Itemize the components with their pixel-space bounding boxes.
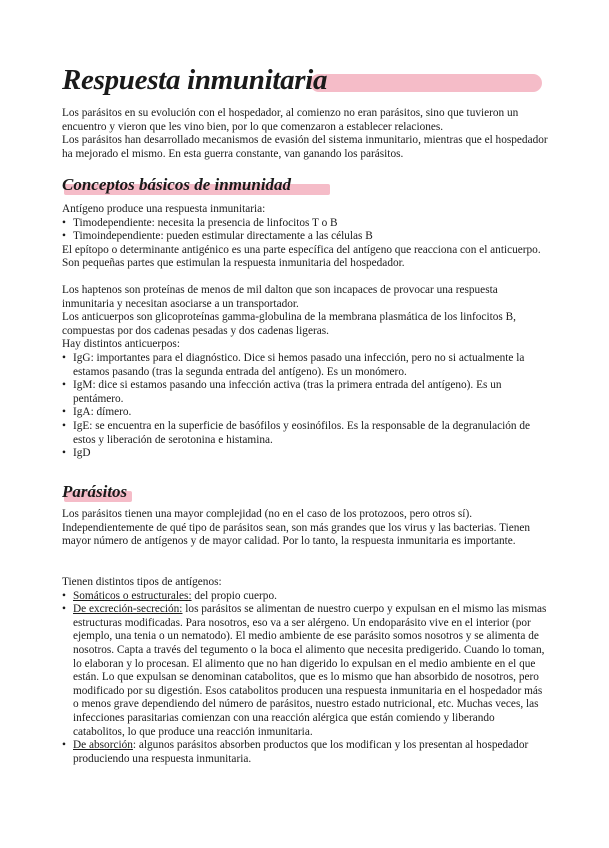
antigen-term: Somáticos o estructurales: bbox=[73, 589, 192, 602]
list-item: • Timoindependiente: pueden estimular directamente a las células B bbox=[62, 230, 548, 244]
list-item: • IgG: importantes para el diagnóstico. Dice si hemos pasado una infección, pero no si actualmente la estamos pasando (tras la segunda entrada del antígeno). Es un monómero. bbox=[62, 352, 548, 379]
title-row bbox=[62, 64, 542, 104]
list-item bbox=[62, 590, 548, 604]
title-highlight-bar bbox=[310, 74, 542, 92]
antigen-intro: Antígeno produce una respuesta inmunitaria: bbox=[62, 203, 266, 215]
list-item: • Timodependiente: necesita la presencia de linfocitos T o B bbox=[62, 217, 548, 231]
epitope-paragraph: El epítopo o determinante antigénico es una parte específica del antígeno que reacciona con el anticuerpo. Son pequeñas partes que estimulan la respuesta inmunitaria del hospedador. bbox=[62, 243, 541, 270]
list-item: • IgA: dímero. bbox=[62, 406, 548, 420]
intro-block bbox=[62, 107, 548, 161]
section1-heading: Conceptos básicos de inmunidad bbox=[62, 175, 292, 194]
list-item: • IgD bbox=[62, 447, 548, 461]
antigen-term: De absorción bbox=[73, 739, 133, 752]
list-item: • IgM: dice si estamos pasando una infección activa (tras la primera entrada del antígeno). Es un pentámero. bbox=[62, 379, 548, 406]
antigen-desc: : algunos parásitos absorben productos que los modifican y los presentan al hospedador produciendo una respuesta inmunitaria. bbox=[73, 739, 529, 765]
page-title: Respuesta inmunitaria bbox=[62, 64, 328, 96]
antigen-desc: del propio cuerpo. bbox=[191, 589, 277, 602]
antibody-type-list bbox=[62, 352, 548, 461]
antigen-term: De excreción-secreción: bbox=[73, 603, 183, 616]
haptens-paragraph: Los haptenos son proteínas de menos de mil dalton que son incapaces de provocar una respuesta inmunitaria y necesitan asociarse a un transportador. bbox=[62, 284, 498, 310]
section2-paragraph-block bbox=[62, 508, 548, 549]
intro-paragraph-2: Los parásitos han desarrollado mecanismos de evasión del sistema inmunitario, mientras que el hospedador ha mejorado el mismo. En esta guerra constante, van ganando los parásitos. bbox=[62, 134, 548, 160]
parasites-paragraph: Los parásitos tienen una mayor complejidad (no en el caso de los protozoos, pero otros sí). Independientemente de qué tipo de parásitos sean, son más grandes que los virus y las bacterias. Tienen mayor número de antígenos y de mayor calidad. Por lo tanto, la respuesta inmunitaria es importante. bbox=[62, 508, 531, 548]
antigen-type-list bbox=[62, 217, 548, 244]
antibody-intro: Hay distintos anticuerpos: bbox=[62, 338, 180, 351]
parasite-antigen-intro: Tienen distintos tipos de antígenos: bbox=[62, 576, 222, 588]
intro-paragraph-1: Los parásitos en su evolución con el hospedador, al comienzo no eran parásitos, sino que tuvieron un encuentro y vieron que les vino bien, por lo que comenzaron a establecer relaciones. bbox=[62, 107, 519, 133]
section1-block-b bbox=[62, 284, 548, 461]
section1-block-a bbox=[62, 203, 548, 271]
antigen-desc: los parásitos se alimentan de nuestro cuerpo y expulsan en el mismo las mismas estructuras modificadas. Para nosotros, eso va a ser alérgeno. Un endoparásito vive en el interior (por ejemplo, una tenia o un nematodo). El medio ambiente de ese parásito somos nosotros y se alimenta de nosotros. Capta a través del tegumento o la boca el alimento que necesita predigerido. Cuando lo toman, lo elaboran y lo procesan. El alimento que no han digerido lo expulsan en el medio ambiente en el que están. Lo que expulsan se denominan catabolitos, que es lo mismo que han absorbido de nosotros, pero modificado por su digestión. Esos catabolitos producen una respuesta inmunitaria en el hospedador más o menos grave dependiendo del número de parásitos, nuestro estado nutricional, etc. Muchas veces, las infecciones parasitarias comienzan con una reacción alérgica que están comiendo y liberando catabolitos, lo que produce una reacción inmunitaria. bbox=[73, 603, 547, 738]
parasite-antigen-list bbox=[62, 590, 548, 767]
list-item: • IgE: se encuentra en la superficie de basófilos y eosinófilos. Es la responsable de la degranulación de estos y liberación de serotonina e histamina. bbox=[62, 420, 548, 447]
section2-antigen-block bbox=[62, 576, 548, 766]
antibodies-paragraph: Los anticuerpos son glicoproteínas gamma-globulina de la membrana plasmática de los linfocitos B, compuestas por dos cadenas pesadas y dos cadenas ligeras. bbox=[62, 311, 516, 337]
section2-heading: Parásitos bbox=[62, 482, 128, 501]
list-item bbox=[62, 603, 548, 739]
list-item bbox=[62, 739, 548, 766]
